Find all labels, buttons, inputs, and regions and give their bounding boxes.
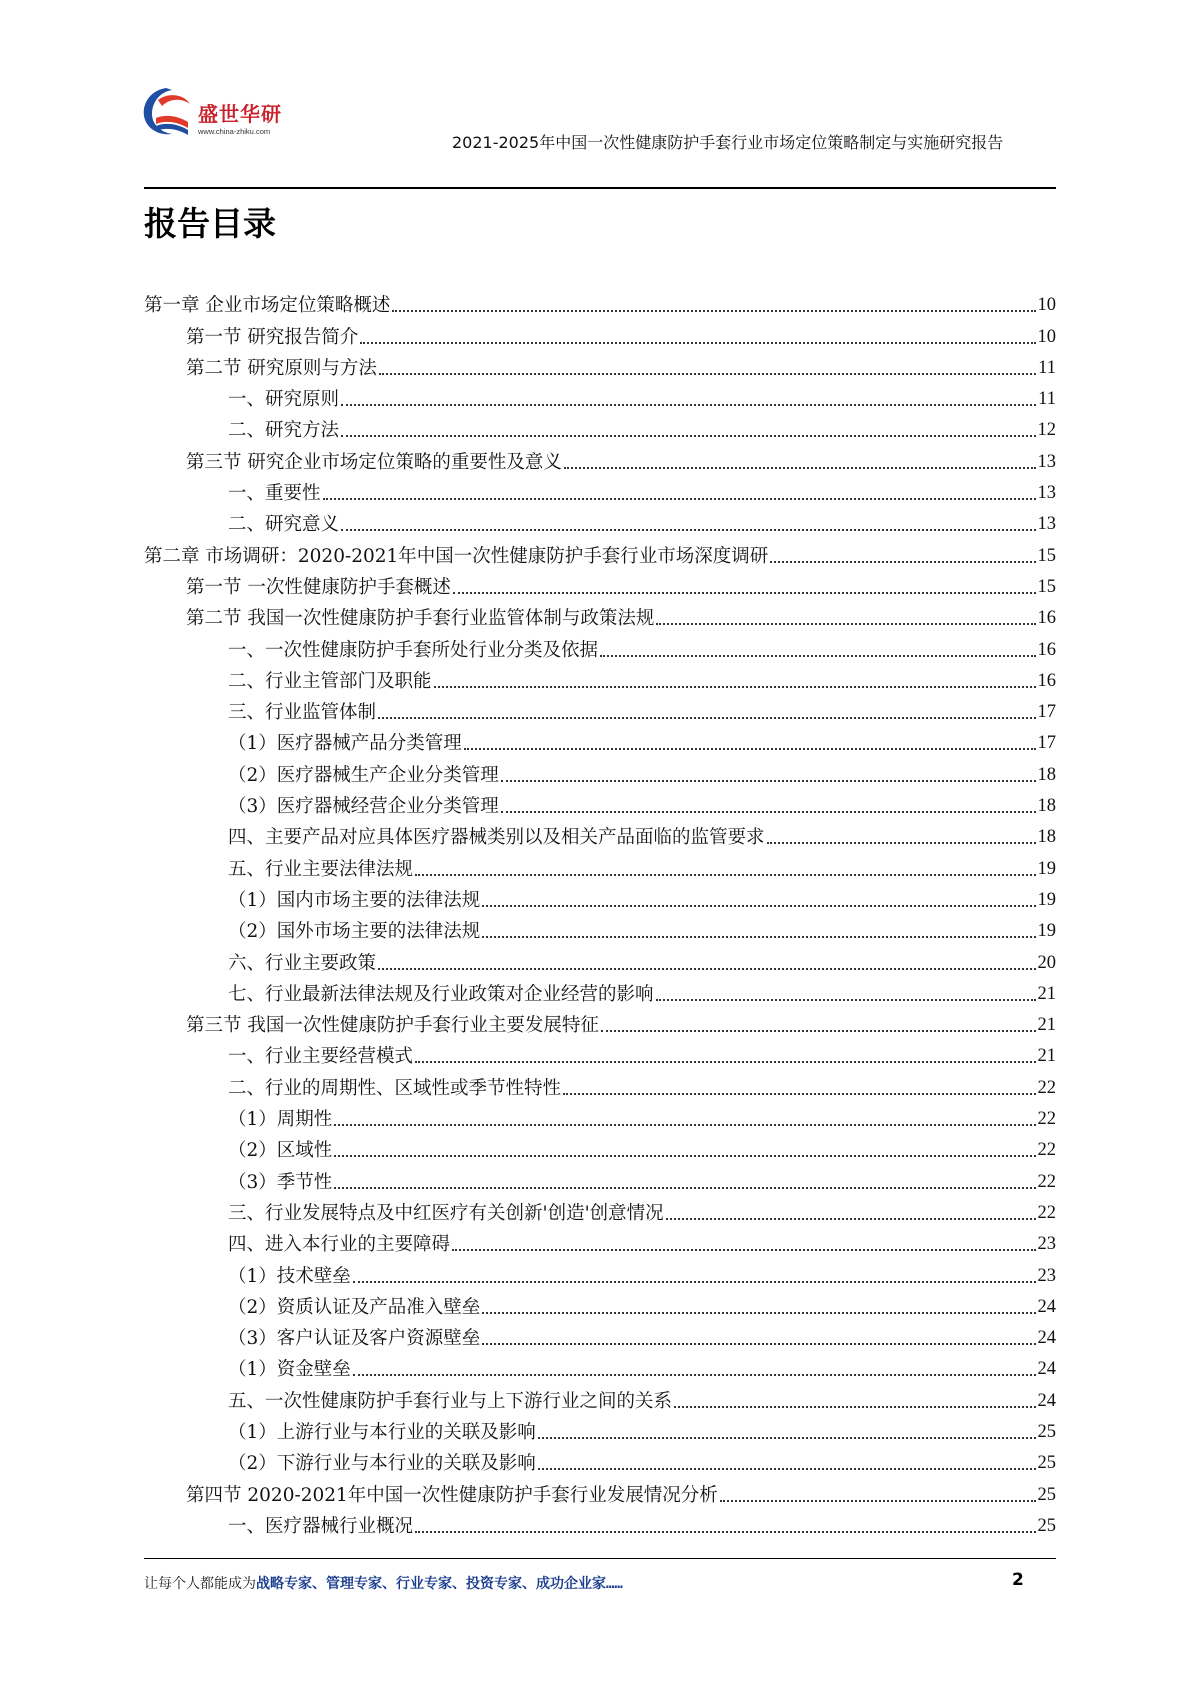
toc-entry-label: 二、研究意义	[228, 514, 340, 536]
toc-entry-label: 第一章 企业市场定位策略概述	[144, 295, 391, 317]
toc-dot-leader	[323, 498, 1036, 500]
toc-dot-leader	[392, 310, 1035, 312]
toc-entry-label: （3）季节性	[228, 1171, 333, 1193]
toc-entry-page: 20	[1037, 952, 1056, 973]
toc-dot-leader	[720, 1500, 1036, 1502]
toc-entry-label: 第三节 我国一次性健康防护手套行业主要发展特征	[186, 1015, 599, 1037]
toc-entry-page: 22	[1037, 1140, 1056, 1161]
toc-entry[interactable]	[144, 321, 1056, 352]
logo-name: 盛世华研	[198, 102, 282, 126]
toc-dot-leader	[353, 1374, 1036, 1376]
toc-entry[interactable]	[144, 353, 1056, 384]
toc-entry-label: 三、行业监管体制	[228, 702, 377, 724]
table-of-contents	[144, 290, 1056, 1542]
toc-entry-page: 24	[1037, 1390, 1056, 1411]
toc-entry-page: 25	[1037, 1453, 1056, 1474]
toc-entry[interactable]	[144, 697, 1056, 728]
toc-dot-leader	[464, 748, 1036, 750]
toc-entry-page: 13	[1037, 451, 1056, 472]
toc-entry-label: （1）医疗器械产品分类管理	[228, 733, 462, 755]
toc-dot-leader	[656, 999, 1036, 1001]
toc-entry[interactable]	[144, 1385, 1056, 1416]
toc-dot-leader	[538, 1437, 1036, 1439]
toc-entry[interactable]	[144, 1104, 1056, 1135]
toc-entry-label: 四、主要产品对应具体医疗器械类别以及相关产品面临的监管要求	[228, 827, 765, 849]
toc-dot-leader	[334, 1187, 1035, 1189]
toc-entry-page: 16	[1037, 639, 1056, 660]
toc-entry-label: 第三节 研究企业市场定位策略的重要性及意义	[186, 451, 562, 473]
toc-dot-leader	[452, 1249, 1035, 1251]
toc-dot-leader	[334, 1124, 1035, 1126]
toc-entry-label: 二、行业的周期性、区域性或季节性特性	[228, 1077, 562, 1099]
toc-entry-label: 一、重要性	[228, 483, 321, 505]
toc-entry[interactable]	[144, 1198, 1056, 1229]
toc-dot-leader	[378, 968, 1035, 970]
toc-entry-page: 25	[1037, 1484, 1056, 1505]
toc-entry[interactable]	[144, 1511, 1056, 1542]
toc-entry-label: 五、一次性健康防护手套行业与上下游行业之间的关系	[228, 1390, 673, 1412]
toc-entry[interactable]	[144, 572, 1056, 603]
toc-entry-label: 二、行业主管部门及职能	[228, 670, 432, 692]
toc-entry[interactable]	[144, 666, 1056, 697]
toc-dot-leader	[564, 467, 1036, 469]
toc-dot-leader	[378, 717, 1035, 719]
toc-entry-label: 第二章 市场调研：2020-2021年中国一次性健康防护手套行业市场深度调研	[144, 545, 769, 567]
toc-entry[interactable]	[144, 603, 1056, 634]
toc-entry-page: 12	[1037, 420, 1056, 441]
toc-entry-page: 21	[1037, 1046, 1056, 1067]
toc-entry[interactable]	[144, 634, 1056, 665]
toc-entry[interactable]	[144, 1292, 1056, 1323]
toc-entry[interactable]	[144, 478, 1056, 509]
toc-entry-page: 15	[1037, 545, 1056, 566]
logo-url: www.china-zhiku.com	[198, 127, 271, 136]
toc-dot-leader	[501, 811, 1036, 813]
toc-entry[interactable]	[144, 728, 1056, 759]
toc-entry[interactable]	[144, 446, 1056, 477]
toc-entry-page: 11	[1038, 389, 1056, 410]
toc-entry-page: 22	[1037, 1109, 1056, 1130]
toc-entry-label: （2）资质认证及产品准入壁垒	[228, 1296, 481, 1318]
footer-slogan-emphasis: 战略专家、管理专家、行业专家、投资专家、成功企业家……	[256, 1576, 623, 1592]
toc-entry-page: 19	[1037, 921, 1056, 942]
toc-entry-page: 13	[1037, 483, 1056, 504]
toc-entry-page: 11	[1038, 357, 1056, 378]
toc-entry-label: 三、行业发展特点及中红医疗有关创新'创造'创意情况	[228, 1202, 664, 1224]
toc-entry-page: 24	[1037, 1359, 1056, 1380]
toc-entry[interactable]	[144, 1166, 1056, 1197]
toc-entry[interactable]	[144, 759, 1056, 790]
toc-dot-leader	[415, 1531, 1035, 1533]
toc-entry[interactable]	[144, 415, 1056, 446]
toc-dot-leader	[501, 780, 1036, 782]
toc-entry-label: 一、研究原则	[228, 389, 340, 411]
toc-entry-page: 13	[1037, 514, 1056, 535]
toc-entry-page: 19	[1037, 889, 1056, 910]
toc-entry-label: （3）医疗器械经营企业分类管理	[228, 796, 499, 818]
toc-entry-page: 23	[1037, 1265, 1056, 1286]
toc-dot-leader	[334, 1155, 1035, 1157]
toc-entry-page: 18	[1037, 827, 1056, 848]
report-title: 2021-2025年中国一次性健康防护手套行业市场定位策略制定与实施研究报告	[452, 133, 1004, 152]
toc-entry-label: （1）国内市场主要的法律法规	[228, 889, 481, 911]
toc-entry-page: 21	[1037, 983, 1056, 1004]
toc-entry-label: 四、进入本行业的主要障碍	[228, 1234, 451, 1256]
toc-entry-label: （3）客户认证及客户资源壁垒	[228, 1328, 481, 1350]
toc-entry[interactable]	[144, 384, 1056, 415]
toc-entry-page: 25	[1037, 1515, 1056, 1536]
toc-dot-leader	[770, 561, 1035, 563]
toc-dot-leader	[600, 655, 1035, 657]
toc-dot-leader	[341, 435, 1035, 437]
toc-entry-label: （1）技术壁垒	[228, 1265, 351, 1287]
toc-entry-label: 第二节 我国一次性健康防护手套行业监管体制与政策法规	[186, 608, 655, 630]
toc-entry-label: （2）下游行业与本行业的关联及影响	[228, 1453, 536, 1475]
toc-entry[interactable]	[144, 1448, 1056, 1479]
toc-entry[interactable]	[144, 1479, 1056, 1510]
toc-entry-page: 18	[1037, 764, 1056, 785]
toc-dot-leader	[482, 1343, 1035, 1345]
toc-entry-label: （1）上游行业与本行业的关联及影响	[228, 1421, 536, 1443]
toc-dot-leader	[656, 623, 1035, 625]
toc-entry[interactable]	[144, 1260, 1056, 1291]
toc-entry-label: 一、一次性健康防护手套所处行业分类及依据	[228, 639, 599, 661]
toc-entry[interactable]	[144, 791, 1056, 822]
toc-entry-label: 一、行业主要经营模式	[228, 1046, 414, 1068]
footer-slogan-lead: 让每个人都能成为	[144, 1576, 256, 1592]
toc-entry-page: 24	[1037, 1328, 1056, 1349]
toc-entry[interactable]	[144, 1041, 1056, 1072]
toc-dot-leader	[360, 342, 1035, 344]
toc-entry-label: 五、行业主要法律法规	[228, 858, 414, 880]
toc-entry-label: （2）医疗器械生产企业分类管理	[228, 764, 499, 786]
header-divider	[144, 187, 1056, 189]
toc-entry-page: 22	[1037, 1171, 1056, 1192]
toc-entry[interactable]	[144, 1354, 1056, 1385]
toc-entry-page: 15	[1037, 576, 1056, 597]
toc-entry[interactable]	[144, 885, 1056, 916]
toc-dot-leader	[767, 842, 1036, 844]
toc-entry-page: 10	[1037, 326, 1056, 347]
toc-entry[interactable]	[144, 916, 1056, 947]
toc-entry-label: 第二节 研究原则与方法	[186, 357, 377, 379]
toc-heading: 报告目录	[144, 204, 276, 243]
toc-entry[interactable]	[144, 979, 1056, 1010]
toc-entry-label: 第四节 2020-2021年中国一次性健康防护手套行业发展情况分析	[186, 1484, 718, 1506]
toc-entry-page: 10	[1037, 295, 1056, 316]
toc-entry-page: 22	[1037, 1202, 1056, 1223]
toc-dot-leader	[379, 373, 1036, 375]
footer-slogan	[144, 1573, 623, 1593]
page-number: 2	[1012, 1570, 1024, 1590]
toc-entry-label: 第一节 研究报告简介	[186, 326, 359, 348]
toc-entry[interactable]	[144, 947, 1056, 978]
toc-entry-page: 16	[1037, 670, 1056, 691]
toc-dot-leader	[482, 905, 1035, 907]
toc-entry-label: （2）国外市场主要的法律法规	[228, 921, 481, 943]
toc-entry-label: （2）区域性	[228, 1140, 333, 1162]
toc-entry-page: 21	[1037, 1015, 1056, 1036]
toc-entry[interactable]	[144, 1135, 1056, 1166]
toc-entry-page: 25	[1037, 1421, 1056, 1442]
toc-entry-label: （1）周期性	[228, 1109, 333, 1131]
toc-entry[interactable]	[144, 509, 1056, 540]
toc-entry-page: 22	[1037, 1077, 1056, 1098]
toc-entry[interactable]	[144, 1229, 1056, 1260]
toc-entry-page: 24	[1037, 1296, 1056, 1317]
toc-dot-leader	[415, 874, 1035, 876]
toc-dot-leader	[538, 1468, 1036, 1470]
toc-entry-page: 18	[1037, 796, 1056, 817]
toc-entry-page: 17	[1037, 702, 1056, 723]
toc-entry[interactable]	[144, 1417, 1056, 1448]
toc-entry[interactable]	[144, 1323, 1056, 1354]
footer-divider	[144, 1558, 1056, 1559]
toc-dot-leader	[601, 1030, 1036, 1032]
toc-entry[interactable]	[144, 1072, 1056, 1103]
toc-entry-page: 16	[1037, 608, 1056, 629]
toc-dot-leader	[482, 1312, 1035, 1314]
toc-entry[interactable]	[144, 822, 1056, 853]
toc-dot-leader	[666, 1218, 1036, 1220]
toc-dot-leader	[353, 1281, 1036, 1283]
toc-dot-leader	[434, 686, 1036, 688]
toc-entry-label: 第一节 一次性健康防护手套概述	[186, 576, 451, 598]
toc-dot-leader	[453, 592, 1036, 594]
toc-dot-leader	[341, 529, 1035, 531]
toc-entry[interactable]	[144, 290, 1056, 321]
toc-entry-page: 19	[1037, 858, 1056, 879]
toc-entry-label: （1）资金壁垒	[228, 1359, 351, 1381]
toc-dot-leader	[482, 936, 1035, 938]
toc-dot-leader	[415, 1061, 1035, 1063]
toc-entry-page: 17	[1037, 733, 1056, 754]
toc-entry[interactable]	[144, 853, 1056, 884]
toc-entry-label: 二、研究方法	[228, 420, 340, 442]
toc-entry-label: 七、行业最新法律法规及行业政策对企业经营的影响	[228, 983, 654, 1005]
toc-entry[interactable]	[144, 540, 1056, 571]
toc-dot-leader	[341, 404, 1036, 406]
toc-entry[interactable]	[144, 1010, 1056, 1041]
toc-entry-page: 23	[1037, 1234, 1056, 1255]
toc-entry-label: 六、行业主要政策	[228, 952, 377, 974]
toc-entry-label: 一、医疗器械行业概况	[228, 1515, 414, 1537]
toc-dot-leader	[674, 1406, 1035, 1408]
toc-dot-leader	[563, 1093, 1035, 1095]
